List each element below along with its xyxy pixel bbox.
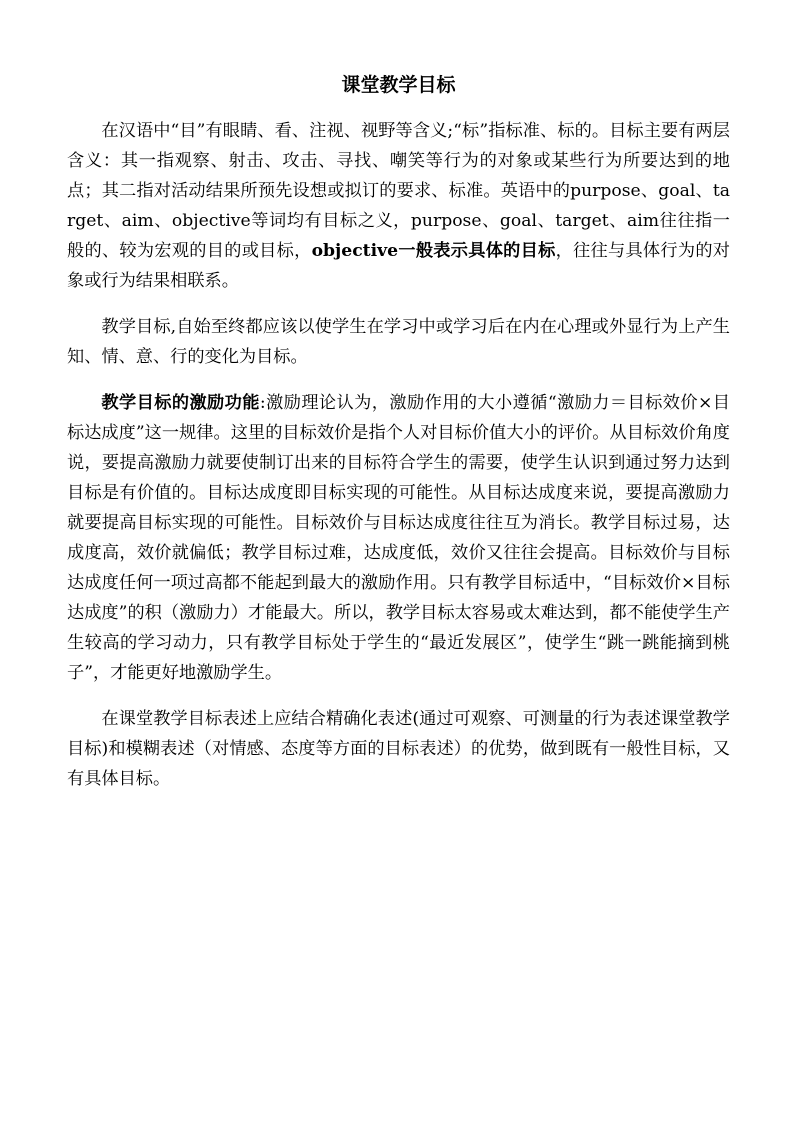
paragraph-definition-text-b: ，往往与具体行为的对象或行为结果相联系。 [67,241,730,291]
paragraph-incentive-text: :激励理论认为，激励作用的大小遵循“激励力＝目标效价×目标达成度”这一规律。这里的目标效价是指个人对目标价值大小的评价。从目标效价角度说，要提高激励力就要使制订出来的目标符合学生的需要，使学生认识到通过努力达到目标是有价值的。目标达成度即目标实现的可能性。从目标达成度来说，要提高激励力就要提高目标实现的可能性。目标效价与目标达成度往往互为消长。教学目标过易，达成度高，效价就偏低；教学目标过难，达成度低，效价又往往会提高。目标效价与目标达成度任何一项过高都不能起到最大的激励作用。只有教学目标适中，“目标效价×目标达成度”的积（激励力）才能最大。所以，教学目标太容易或太难达到，都不能使学生产生较高的学习动力，只有教学目标处于学生的“最近发展区”，使学生“跳一跳能摘到桃子”，才能更好地激励学生。 [67,393,730,683]
paragraph-definition [67,116,730,296]
paragraph-definition-bold: objective一般表示具体的目标 [311,241,556,261]
paragraph-teaching-goal: 教学目标,自始至终都应该以使学生在学习中或学习后在内在心理或外显行为上产生知、情、意、行的变化为目标。 [67,317,730,367]
document-title: 课堂教学目标 [341,74,456,96]
paragraph-definition-text-a: 在汉语中“目”有眼睛、看、注视、视野等含义;“标”指标准、标的。目标主要有两层含义：其一指观察、射击、攻击、寻找、嘲笑等行为的对象或某些行为所要达到的地点；其二指对活动结果所预先设想或拟订的要求、标准。英语中的purpose、goal、target、aim、objective等词均有目标之义，purpose、goal、target、aim往往指一般的、较为宏观的目的或目标， [67,121,730,261]
paragraph-incentive-heading: 教学目标的激励功能 [101,393,260,413]
paragraph-incentive-function [67,388,730,688]
paragraph-expression: 在课堂教学目标表述上应结合精确化表述(通过可观察、可测量的行为表述课堂教学目标)和模糊表述（对情感、态度等方面的目标表述）的优势，做到既有一般性目标，又有具体目标。 [67,709,730,789]
